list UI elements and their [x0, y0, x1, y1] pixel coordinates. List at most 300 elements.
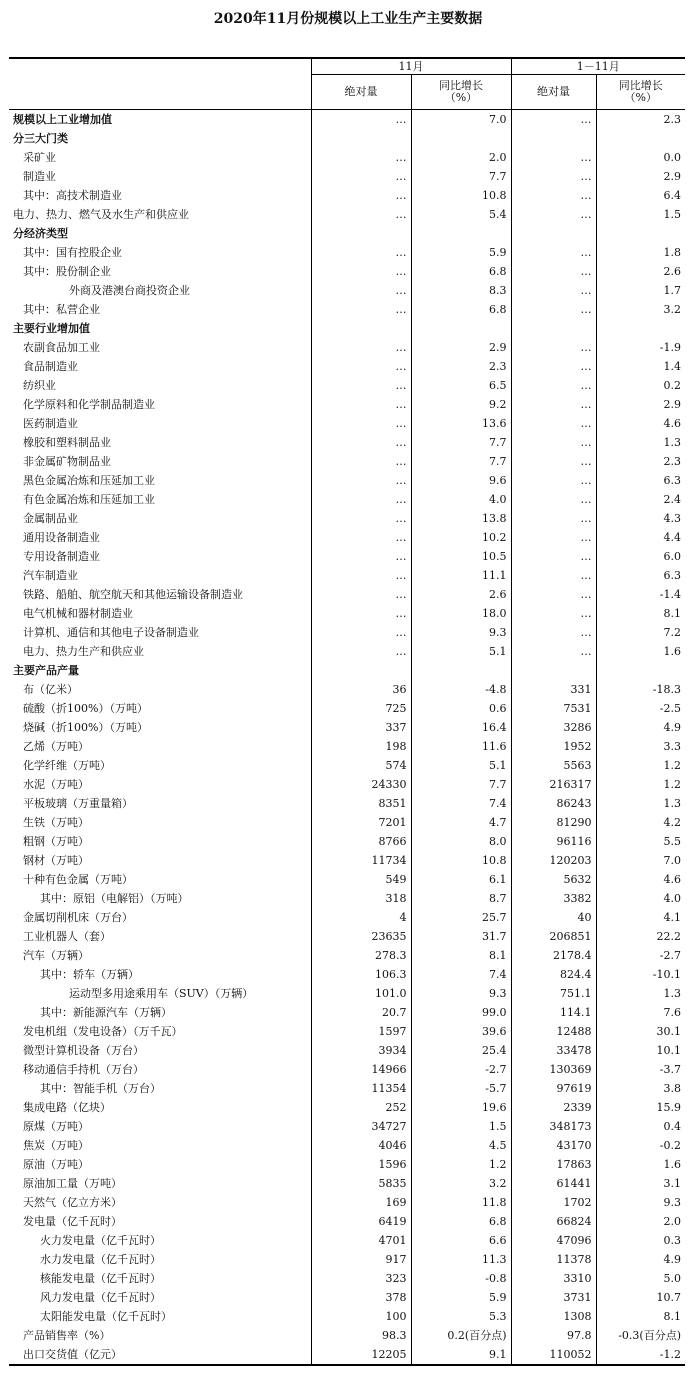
table-row: [9, 870, 685, 889]
page-title: 2020年11月份规模以上工业生产主要数据: [213, 11, 483, 27]
ytd-absolute-cell: 1702: [511, 1193, 596, 1212]
month-absolute-cell: …: [311, 148, 411, 167]
month-yoy-cell: 19.6: [411, 1098, 511, 1117]
ytd-absolute-cell: 3310: [511, 1269, 596, 1288]
ytd-yoy-cell: 6.4: [596, 186, 685, 205]
month-yoy-cell: 10.8: [411, 851, 511, 870]
table-row: [9, 832, 685, 851]
month-absolute-cell: …: [311, 395, 411, 414]
table-row: [9, 186, 685, 205]
ytd-absolute-cell: [511, 319, 596, 338]
month-absolute-cell: …: [311, 186, 411, 205]
table-row: [9, 889, 685, 908]
row-label: 出口交货值（亿元）: [9, 1345, 311, 1365]
table-body: [9, 110, 685, 1366]
ytd-yoy-cell: 3.1: [596, 1174, 685, 1193]
header-ytd-absolute: 绝对量: [511, 75, 596, 110]
ytd-yoy-cell: 4.6: [596, 414, 685, 433]
month-yoy-cell: 7.7: [411, 775, 511, 794]
month-yoy-cell: 8.1: [411, 946, 511, 965]
month-yoy-cell: 4.0: [411, 490, 511, 509]
month-yoy-cell: 4.7: [411, 813, 511, 832]
ytd-absolute-cell: 40: [511, 908, 596, 927]
ytd-absolute-cell: …: [511, 262, 596, 281]
table-row: [9, 566, 685, 585]
row-label: 医药制造业: [23, 416, 78, 430]
ytd-yoy-cell: 4.9: [596, 718, 685, 737]
month-absolute-cell: 917: [311, 1250, 411, 1269]
table-row: [9, 851, 685, 870]
month-yoy-cell: [411, 129, 511, 148]
month-absolute-cell: …: [311, 604, 411, 623]
month-absolute-cell: 7201: [311, 813, 411, 832]
row-label: 电力、热力生产和供应业: [23, 644, 144, 658]
header-ytd-yoy: [596, 75, 685, 110]
ytd-absolute-cell: 33478: [511, 1041, 596, 1060]
header-row-columns: [9, 75, 685, 110]
table-row: [9, 167, 685, 186]
ytd-yoy-cell: -10.1: [596, 965, 685, 984]
month-yoy-cell: 0.6: [411, 699, 511, 718]
table-row: [9, 1345, 685, 1365]
row-label: 乙烯（万吨）: [23, 739, 89, 753]
row-label: 原油加工量（万吨）: [23, 1176, 122, 1190]
ytd-absolute-cell: 3286: [511, 718, 596, 737]
month-absolute-cell: 34727: [311, 1117, 411, 1136]
ytd-absolute-cell: 1952: [511, 737, 596, 756]
ytd-absolute-cell: 3382: [511, 889, 596, 908]
month-yoy-cell: 13.6: [411, 414, 511, 433]
row-label: 烧碱（折100%）（万吨）: [23, 720, 148, 734]
month-yoy-cell: 7.0: [411, 110, 511, 130]
ytd-absolute-cell: 2339: [511, 1098, 596, 1117]
month-absolute-cell: …: [311, 376, 411, 395]
row-label: 其中：私营企业: [23, 302, 100, 316]
ytd-yoy-cell: 3.8: [596, 1079, 685, 1098]
ytd-absolute-cell: 86243: [511, 794, 596, 813]
row-label: 其中：股份制企业: [23, 264, 111, 278]
month-absolute-cell: 574: [311, 756, 411, 775]
ytd-yoy-cell: 1.3: [596, 984, 685, 1003]
ytd-absolute-cell: 7531: [511, 699, 596, 718]
ytd-absolute-cell: …: [511, 357, 596, 376]
row-label: 天然气（亿立方米）: [23, 1195, 122, 1209]
row-label: 非金属矿物制品业: [23, 454, 111, 468]
ytd-absolute-cell: …: [511, 566, 596, 585]
table-row: [9, 1155, 685, 1174]
ytd-absolute-cell: 5563: [511, 756, 596, 775]
table-row: [9, 965, 685, 984]
month-absolute-cell: …: [311, 205, 411, 224]
ytd-yoy-cell: -1.4: [596, 585, 685, 604]
ytd-yoy-cell: 30.1: [596, 1022, 685, 1041]
ytd-yoy-cell: 7.2: [596, 623, 685, 642]
month-yoy-cell: 6.1: [411, 870, 511, 889]
ytd-yoy-cell: -1.9: [596, 338, 685, 357]
ytd-absolute-cell: 114.1: [511, 1003, 596, 1022]
ytd-absolute-cell: …: [511, 110, 596, 130]
ytd-yoy-cell: [596, 319, 685, 338]
ytd-absolute-cell: …: [511, 433, 596, 452]
header-blank-2: [9, 75, 311, 110]
month-yoy-cell: 8.7: [411, 889, 511, 908]
ytd-absolute-cell: 81290: [511, 813, 596, 832]
month-yoy-cell: -0.8: [411, 1269, 511, 1288]
ytd-yoy-cell: 1.8: [596, 243, 685, 262]
table-row: [9, 319, 685, 338]
table-row: [9, 357, 685, 376]
ytd-absolute-cell: …: [511, 281, 596, 300]
ytd-absolute-cell: …: [511, 547, 596, 566]
row-label: 产品销售率（%）: [23, 1328, 111, 1342]
month-absolute-cell: …: [311, 167, 411, 186]
ytd-yoy-cell: 0.4: [596, 1117, 685, 1136]
month-absolute-cell: …: [311, 338, 411, 357]
month-absolute-cell: …: [311, 262, 411, 281]
ytd-yoy-cell: 10.1: [596, 1041, 685, 1060]
ytd-yoy-cell: 2.3: [596, 110, 685, 130]
month-absolute-cell: [311, 661, 411, 680]
ytd-yoy-cell: 2.4: [596, 490, 685, 509]
ytd-absolute-cell: …: [511, 642, 596, 661]
table-row: [9, 908, 685, 927]
month-yoy-cell: 11.1: [411, 566, 511, 585]
month-yoy-cell: 7.7: [411, 452, 511, 471]
month-absolute-cell: 101.0: [311, 984, 411, 1003]
month-yoy-cell: 6.5: [411, 376, 511, 395]
ytd-absolute-cell: …: [511, 509, 596, 528]
month-absolute-cell: …: [311, 623, 411, 642]
row-label: 分三大门类: [13, 131, 68, 145]
month-absolute-cell: 549: [311, 870, 411, 889]
ytd-absolute-cell: 12488: [511, 1022, 596, 1041]
row-label: 硫酸（折100%）（万吨）: [23, 701, 148, 715]
ytd-yoy-cell: 8.1: [596, 1307, 685, 1326]
table-row: [9, 1212, 685, 1231]
month-yoy-cell: 5.9: [411, 243, 511, 262]
ytd-absolute-cell: 2178.4: [511, 946, 596, 965]
table-row: [9, 528, 685, 547]
header-group-month: 11月: [311, 58, 511, 75]
row-label: 风力发电量（亿千瓦时）: [40, 1290, 161, 1304]
header-blank: [9, 58, 311, 75]
ytd-yoy-cell: 4.9: [596, 1250, 685, 1269]
table-row: [9, 756, 685, 775]
ytd-absolute-cell: 206851: [511, 927, 596, 946]
table-row: [9, 262, 685, 281]
row-label: 粗钢（万吨）: [23, 834, 89, 848]
month-yoy-cell: 2.6: [411, 585, 511, 604]
table-row: [9, 1326, 685, 1345]
ytd-yoy-cell: -0.3(百分点): [596, 1326, 685, 1345]
row-label: 其中：新能源汽车（万辆）: [40, 1005, 172, 1019]
row-label: 其中：轿车（万辆）: [40, 967, 139, 981]
ytd-absolute-cell: 331: [511, 680, 596, 699]
month-absolute-cell: …: [311, 433, 411, 452]
month-yoy-cell: 13.8: [411, 509, 511, 528]
table-row: [9, 946, 685, 965]
ytd-yoy-cell: -3.7: [596, 1060, 685, 1079]
month-yoy-cell: 4.5: [411, 1136, 511, 1155]
ytd-yoy-cell: [596, 129, 685, 148]
ytd-absolute-cell: [511, 129, 596, 148]
row-label: 有色金属冶炼和压延加工业: [23, 492, 155, 506]
row-label: 化学纤维（万吨）: [23, 758, 111, 772]
table-row: [9, 680, 685, 699]
table-row: [9, 281, 685, 300]
table-row: [9, 642, 685, 661]
ytd-absolute-cell: 97.8: [511, 1326, 596, 1345]
month-absolute-cell: 24330: [311, 775, 411, 794]
ytd-yoy-cell: 1.6: [596, 642, 685, 661]
ytd-absolute-cell: …: [511, 148, 596, 167]
ytd-absolute-cell: 11378: [511, 1250, 596, 1269]
month-yoy-cell: 16.4: [411, 718, 511, 737]
row-label: 汽车制造业: [23, 568, 78, 582]
table-row: [9, 224, 685, 243]
month-absolute-cell: …: [311, 110, 411, 130]
month-absolute-cell: 1597: [311, 1022, 411, 1041]
month-yoy-cell: 31.7: [411, 927, 511, 946]
ytd-yoy-cell: 3.3: [596, 737, 685, 756]
month-absolute-cell: 11354: [311, 1079, 411, 1098]
table-row: [9, 1098, 685, 1117]
row-label: 运动型多用途乘用车（SUV）（万辆）: [69, 986, 254, 1000]
month-yoy-cell: 5.1: [411, 642, 511, 661]
month-yoy-cell: 9.3: [411, 623, 511, 642]
month-absolute-cell: 4701: [311, 1231, 411, 1250]
table-row: [9, 243, 685, 262]
table-row: [9, 129, 685, 148]
month-absolute-cell: …: [311, 566, 411, 585]
row-label: 采矿业: [23, 150, 56, 164]
month-absolute-cell: …: [311, 585, 411, 604]
month-absolute-cell: …: [311, 509, 411, 528]
row-label: 金属切削机床（万台）: [23, 910, 133, 924]
ytd-absolute-cell: 61441: [511, 1174, 596, 1193]
ytd-absolute-cell: …: [511, 205, 596, 224]
month-yoy-cell: 25.4: [411, 1041, 511, 1060]
month-absolute-cell: [311, 319, 411, 338]
ytd-absolute-cell: 110052: [511, 1345, 596, 1365]
row-label: 钢材（万吨）: [23, 853, 89, 867]
row-label: 主要产品产量: [13, 663, 79, 677]
month-yoy-cell: 6.8: [411, 262, 511, 281]
table-row: [9, 1041, 685, 1060]
month-absolute-cell: 318: [311, 889, 411, 908]
ytd-yoy-cell: 2.3: [596, 452, 685, 471]
month-absolute-cell: 8351: [311, 794, 411, 813]
ytd-yoy-cell: 1.3: [596, 794, 685, 813]
ytd-yoy-cell: 5.0: [596, 1269, 685, 1288]
table-row: [9, 699, 685, 718]
row-label: 纺织业: [23, 378, 56, 392]
month-yoy-cell: 2.0: [411, 148, 511, 167]
month-yoy-cell: 8.3: [411, 281, 511, 300]
month-absolute-cell: 11734: [311, 851, 411, 870]
row-label: 食品制造业: [23, 359, 78, 373]
row-label: 农副食品加工业: [23, 340, 100, 354]
ytd-yoy-cell: -2.7: [596, 946, 685, 965]
ytd-absolute-cell: 5632: [511, 870, 596, 889]
table-row: [9, 927, 685, 946]
ytd-absolute-cell: …: [511, 623, 596, 642]
ytd-yoy-cell: 6.3: [596, 566, 685, 585]
month-absolute-cell: 23635: [311, 927, 411, 946]
month-yoy-cell: 18.0: [411, 604, 511, 623]
table-row: [9, 1307, 685, 1326]
month-yoy-cell: 9.2: [411, 395, 511, 414]
table-row: [9, 794, 685, 813]
row-label: 生铁（万吨）: [23, 815, 89, 829]
table-row: [9, 1269, 685, 1288]
month-yoy-cell: -2.7: [411, 1060, 511, 1079]
row-label: 集成电路（亿块）: [23, 1100, 111, 1114]
table-row: [9, 148, 685, 167]
month-yoy-cell: 11.3: [411, 1250, 511, 1269]
month-yoy-cell: 2.9: [411, 338, 511, 357]
row-label: 专用设备制造业: [23, 549, 100, 563]
ytd-yoy-cell: 2.0: [596, 1212, 685, 1231]
month-yoy-cell: 11.8: [411, 1193, 511, 1212]
row-label: 其中：国有控股企业: [23, 245, 122, 259]
month-absolute-cell: 6419: [311, 1212, 411, 1231]
table-row: [9, 414, 685, 433]
ytd-yoy-cell: 4.4: [596, 528, 685, 547]
table-row: [9, 1022, 685, 1041]
ytd-absolute-cell: 1308: [511, 1307, 596, 1326]
ytd-yoy-cell: 9.3: [596, 1193, 685, 1212]
month-absolute-cell: 169: [311, 1193, 411, 1212]
ytd-absolute-cell: …: [511, 376, 596, 395]
table-row: [9, 1079, 685, 1098]
table-row: [9, 1060, 685, 1079]
row-label: 金属制品业: [23, 511, 78, 525]
table-row: [9, 1231, 685, 1250]
month-yoy-cell: 10.8: [411, 186, 511, 205]
ytd-absolute-cell: …: [511, 452, 596, 471]
month-absolute-cell: …: [311, 414, 411, 433]
row-label: 其中：高技术制造业: [23, 188, 122, 202]
ytd-yoy-cell: 7.6: [596, 1003, 685, 1022]
row-label: 水力发电量（亿千瓦时）: [40, 1252, 161, 1266]
ytd-yoy-cell: 4.0: [596, 889, 685, 908]
month-absolute-cell: …: [311, 471, 411, 490]
ytd-absolute-cell: …: [511, 585, 596, 604]
ytd-yoy-cell: 1.2: [596, 756, 685, 775]
table-row: [9, 1136, 685, 1155]
table-row: [9, 376, 685, 395]
table-row: [9, 984, 685, 1003]
ytd-absolute-cell: 43170: [511, 1136, 596, 1155]
month-absolute-cell: 12205: [311, 1345, 411, 1365]
row-label: 原油（万吨）: [23, 1157, 89, 1171]
month-absolute-cell: 20.7: [311, 1003, 411, 1022]
month-absolute-cell: 14966: [311, 1060, 411, 1079]
month-absolute-cell: 378: [311, 1288, 411, 1307]
month-yoy-cell: 25.7: [411, 908, 511, 927]
table-row: [9, 490, 685, 509]
month-yoy-cell: 1.5: [411, 1117, 511, 1136]
row-label: 汽车（万辆）: [23, 948, 89, 962]
ytd-absolute-cell: …: [511, 338, 596, 357]
ytd-yoy-cell: 5.5: [596, 832, 685, 851]
month-yoy-cell: -4.8: [411, 680, 511, 699]
ytd-yoy-cell: 8.1: [596, 604, 685, 623]
month-absolute-cell: 100: [311, 1307, 411, 1326]
row-label: 水泥（万吨）: [23, 777, 89, 791]
ytd-absolute-cell: …: [511, 186, 596, 205]
ytd-absolute-cell: 66824: [511, 1212, 596, 1231]
table-row: [9, 1117, 685, 1136]
row-label: 其中：原铝（电解铝）（万吨）: [40, 891, 189, 905]
row-label: 规模以上工业增加值: [13, 112, 112, 126]
row-label: 电气机械和器材制造业: [23, 606, 133, 620]
row-label: 铁路、船舶、航空航天和其他运输设备制造业: [23, 587, 243, 601]
month-yoy-cell: 39.6: [411, 1022, 511, 1041]
table-row: [9, 1174, 685, 1193]
ytd-yoy-cell: 4.2: [596, 813, 685, 832]
month-absolute-cell: 106.3: [311, 965, 411, 984]
month-absolute-cell: 252: [311, 1098, 411, 1117]
ytd-absolute-cell: 96116: [511, 832, 596, 851]
header-month-yoy-line2: （%）: [444, 91, 478, 104]
month-yoy-cell: 7.7: [411, 167, 511, 186]
row-label: 计算机、通信和其他电子设备制造业: [23, 625, 199, 639]
ytd-absolute-cell: …: [511, 167, 596, 186]
row-label: 其中：智能手机（万台）: [40, 1081, 161, 1095]
ytd-absolute-cell: 751.1: [511, 984, 596, 1003]
ytd-absolute-cell: …: [511, 395, 596, 414]
month-yoy-cell: 5.1: [411, 756, 511, 775]
ytd-yoy-cell: 2.9: [596, 167, 685, 186]
ytd-absolute-cell: 17863: [511, 1155, 596, 1174]
row-label: 制造业: [23, 169, 56, 183]
table-row: [9, 205, 685, 224]
month-absolute-cell: 5835: [311, 1174, 411, 1193]
month-absolute-cell: 725: [311, 699, 411, 718]
month-yoy-cell: 6.6: [411, 1231, 511, 1250]
month-yoy-cell: 99.0: [411, 1003, 511, 1022]
ytd-yoy-cell: 22.2: [596, 927, 685, 946]
table-row: [9, 1288, 685, 1307]
table-row: [9, 775, 685, 794]
month-absolute-cell: 3934: [311, 1041, 411, 1060]
month-absolute-cell: [311, 224, 411, 243]
row-label: 主要行业增加值: [13, 321, 90, 335]
row-label: 火力发电量（亿千瓦时）: [40, 1233, 161, 1247]
month-absolute-cell: …: [311, 547, 411, 566]
table-row: [9, 1003, 685, 1022]
table-row: [9, 718, 685, 737]
month-yoy-cell: 5.3: [411, 1307, 511, 1326]
row-label: 焦炭（万吨）: [23, 1138, 89, 1152]
ytd-yoy-cell: 3.2: [596, 300, 685, 319]
row-label: 发电机组（发电设备）（万千瓦）: [23, 1024, 183, 1038]
month-yoy-cell: [411, 661, 511, 680]
ytd-yoy-cell: 4.6: [596, 870, 685, 889]
month-absolute-cell: 8766: [311, 832, 411, 851]
ytd-yoy-cell: [596, 661, 685, 680]
ytd-yoy-cell: 1.5: [596, 205, 685, 224]
ytd-absolute-cell: 3731: [511, 1288, 596, 1307]
ytd-absolute-cell: [511, 661, 596, 680]
month-absolute-cell: …: [311, 243, 411, 262]
ytd-absolute-cell: 47096: [511, 1231, 596, 1250]
month-yoy-cell: 0.2(百分点): [411, 1326, 511, 1345]
ytd-yoy-cell: 2.9: [596, 395, 685, 414]
table-row: [9, 395, 685, 414]
